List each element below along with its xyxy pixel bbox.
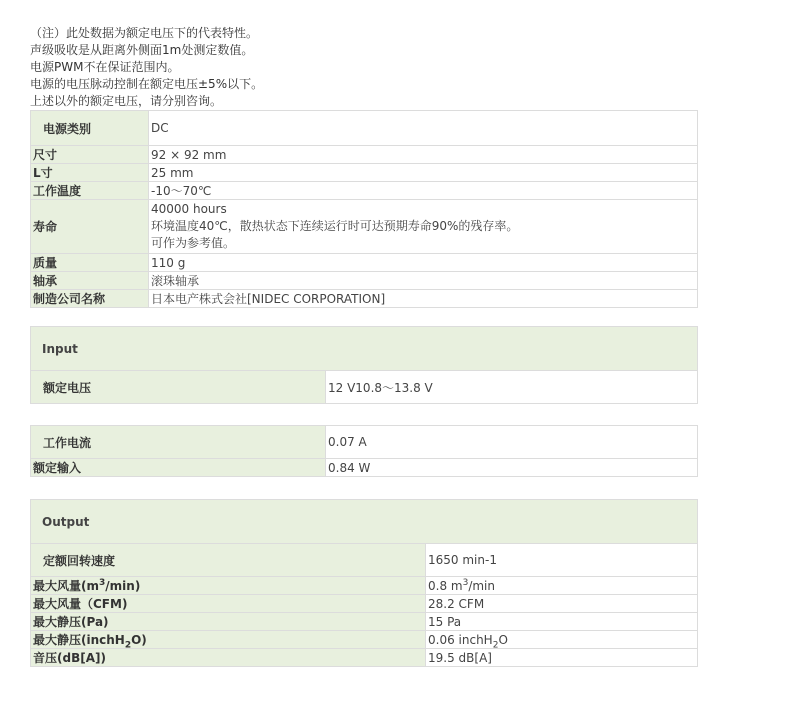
static-inch-value-sub: 2 <box>492 639 499 649</box>
table-row <box>31 111 698 146</box>
output-section-title: Output <box>31 500 698 544</box>
size-label: 尺寸 <box>31 146 149 164</box>
note-line: 声级吸收是从距离外侧面1m处测定数值。 <box>30 43 254 57</box>
static-inch-label <box>31 631 426 649</box>
airflow-m3-label-sup: 3 <box>99 578 106 588</box>
bearing-value: 滚珠轴承 <box>149 272 698 290</box>
note-line: 电源的电压脉动控制在额定电压±5%以下。 <box>30 77 264 91</box>
table-row <box>31 577 698 595</box>
noise-label: 音压(dB[A]) <box>31 649 426 667</box>
table-row <box>31 459 698 477</box>
life-line: 环境温度40℃，散热状态下连续运行时可达预期寿命90%的残存率。 <box>151 219 519 233</box>
l-size-value: 25 mm <box>149 164 698 182</box>
mass-value: 110 g <box>149 254 698 272</box>
noise-value: 19.5 dB[A] <box>426 649 698 667</box>
size-value: 92 × 92 mm <box>149 146 698 164</box>
life-value <box>149 200 698 254</box>
maker-label: 制造公司名称 <box>31 290 149 308</box>
airflow-m3-value-b: /min <box>468 578 495 593</box>
table-row <box>31 254 698 272</box>
note-line: 电源PWM不在保证范围内。 <box>30 60 180 74</box>
rated-speed-label: 定额回转速度 <box>31 544 426 577</box>
table-row <box>31 371 698 404</box>
table-row <box>31 500 698 544</box>
note-line: 上述以外的额定电压，请分别咨询。 <box>30 94 223 108</box>
op-temp-value: -10～70℃ <box>149 182 698 200</box>
op-current-label: 工作电流 <box>31 426 326 459</box>
rated-speed-value: 1650 min-1 <box>426 544 698 577</box>
airflow-m3-label <box>31 577 426 595</box>
note-line: （注）此处数据为额定电压下的代表特性。 <box>30 26 259 40</box>
bearing-label: 轴承 <box>31 272 149 290</box>
airflow-cfm-value: 28.2 CFM <box>426 595 698 613</box>
life-line: 可作为参考值。 <box>151 236 236 250</box>
table-row <box>31 613 698 631</box>
input-header-table <box>30 326 698 404</box>
power-type-value: DC <box>149 111 698 146</box>
power-type-label: 电源类别 <box>31 111 149 146</box>
airflow-m3-value-a: 0.8 m <box>428 578 463 593</box>
static-pa-label: 最大静压(Pa) <box>31 613 426 631</box>
rated-input-value: 0.84 W <box>326 459 698 477</box>
airflow-cfm-label: 最大风量（CFM) <box>31 595 426 613</box>
static-inch-label-b: O) <box>131 633 147 647</box>
input-section-title: Input <box>31 327 698 371</box>
rated-voltage-label: 额定电压 <box>31 371 326 404</box>
table-row <box>31 327 698 371</box>
table-row <box>31 182 698 200</box>
life-line: 40000 hours <box>151 202 227 216</box>
table-row <box>31 200 698 254</box>
airflow-m3-value <box>426 577 698 595</box>
input-current-table <box>30 425 698 477</box>
op-current-value: 0.07 A <box>326 426 698 459</box>
static-inch-label-a: 最大静压(inchH <box>33 633 125 647</box>
table-row <box>31 272 698 290</box>
airflow-m3-label-a: 最大风量( <box>33 579 87 593</box>
notes <box>30 25 263 110</box>
l-size-label: L寸 <box>31 164 149 182</box>
static-inch-value-b: O <box>498 632 508 647</box>
output-table <box>30 499 698 667</box>
rated-voltage-value: 12 V10.8～13.8 V <box>326 371 698 404</box>
static-pa-value: 15 Pa <box>426 613 698 631</box>
table-row <box>31 649 698 667</box>
table-row <box>31 146 698 164</box>
op-temp-label: 工作温度 <box>31 182 149 200</box>
airflow-m3-label-b: m <box>86 579 100 593</box>
static-inch-value <box>426 631 698 649</box>
rated-input-label: 额定输入 <box>31 459 326 477</box>
general-spec-table <box>30 110 698 308</box>
table-row <box>31 426 698 459</box>
table-row <box>31 544 698 577</box>
table-row <box>31 164 698 182</box>
static-inch-value-a: 0.06 inchH <box>428 632 493 647</box>
life-label: 寿命 <box>31 200 149 254</box>
mass-label: 质量 <box>31 254 149 272</box>
table-row <box>31 595 698 613</box>
table-row <box>31 631 698 649</box>
airflow-m3-value-sup: 3 <box>462 577 469 588</box>
maker-value: 日本电产株式会社[NIDEC CORPORATION] <box>149 290 698 308</box>
airflow-m3-label-c: /min) <box>105 579 141 593</box>
static-inch-label-sub: 2 <box>124 640 132 649</box>
table-row <box>31 290 698 308</box>
